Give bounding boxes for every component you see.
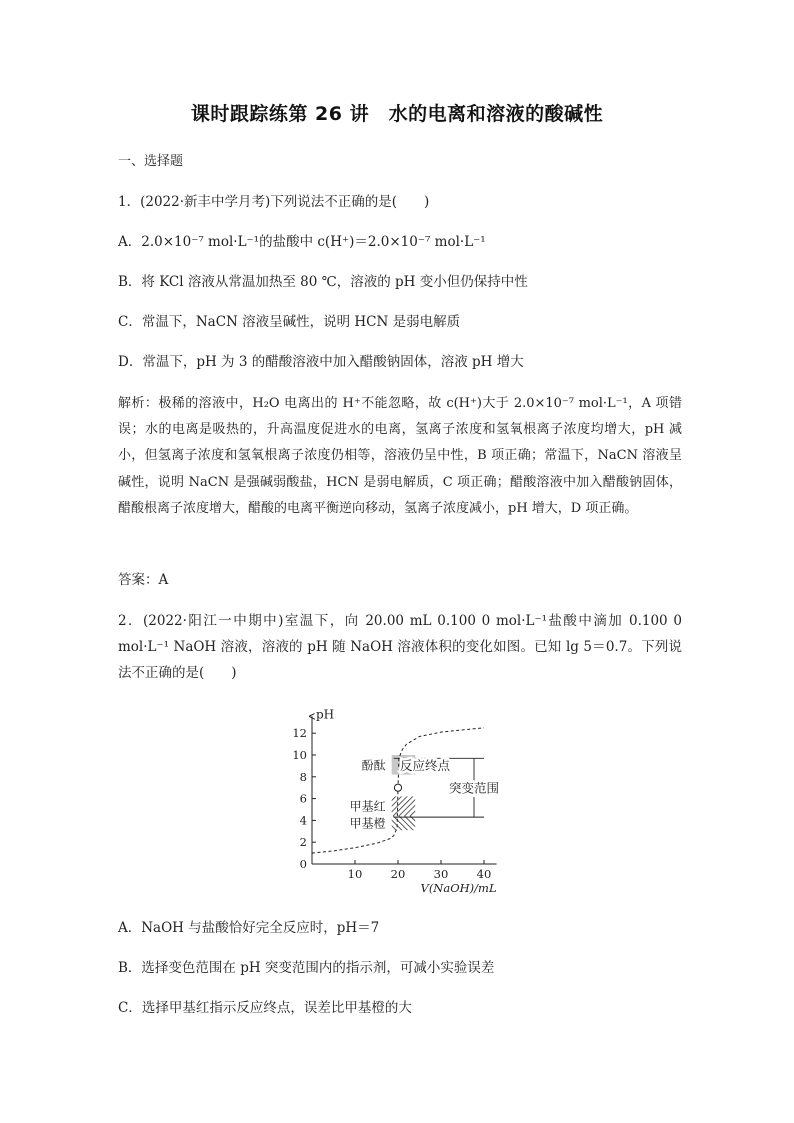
y-tick-label: 2 bbox=[299, 835, 307, 850]
endpoint-label: 反应终点 bbox=[400, 757, 451, 773]
y-axis-label: pH bbox=[316, 707, 335, 722]
x-tick-label: 20 bbox=[390, 867, 406, 881]
indicator-region bbox=[392, 816, 416, 830]
endpoint-marker bbox=[394, 784, 401, 791]
q1-option-d: D．常温下，pH 为 3 的醋酸溶液中加入醋酸钠固体，溶液 pH 增大 bbox=[118, 354, 524, 370]
titration-chart bbox=[288, 700, 518, 895]
section-heading: 一、选择题 bbox=[118, 154, 184, 169]
q1-option-b: B．将 KCl 溶液从常温加热至 80 ℃，溶液的 pH 变小但仍保持中性 bbox=[118, 274, 528, 290]
q2-option-a: A．NaOH 与盐酸恰好完全反应时，pH＝7 bbox=[118, 920, 380, 936]
jump-range-label: 突变范围 bbox=[448, 780, 500, 796]
indicator-label: 酚酞 bbox=[361, 758, 386, 773]
y-tick-label: 4 bbox=[299, 813, 307, 828]
q1-answer: 答案：A bbox=[118, 572, 169, 588]
q1-option-a: A．2.0×10⁻⁷ mol·L⁻¹的盐酸中 c(H⁺)＝2.0×10⁻⁷ mol·L⁻¹ bbox=[118, 234, 486, 250]
x-tick-label: 10 bbox=[347, 867, 363, 881]
q1-option-c: C．常温下，NaCN 溶液呈碱性，说明 HCN 是弱电解质 bbox=[118, 314, 461, 330]
q1-analysis: 解析：极稀的溶液中，H₂O 电离出的 H⁺不能忽略，故 c(H⁺)大于 2.0×10⁻⁷ mol·L⁻¹，A 项错误；水的电离是吸热的，升高温度促进水的电离，氢离子浓度和氢氧根离子浓度均增大，pH 减小，但氢离子浓度和氢氧根离子浓度仍相等，溶液仍呈中性，B 项正确；常温下，NaCN 溶液呈碱性，说明 NaCN 是强碱弱酸盐，HCN 是弱电解质，C 项正确；醋酸溶液中加入醋酸钠固体，醋酸根离子浓度增大，醋酸的电离平衡逆向移动，氢离子浓度减小，pH 增大，D 项正确。 bbox=[118, 396, 682, 516]
y-tick-label: 10 bbox=[292, 748, 307, 762]
page-title: 课时跟踪练第 26 讲 水的电离和溶液的酸碱性 bbox=[190, 103, 604, 125]
q2-stem: 2．(2022·阳江一中期中)室温下，向 20.00 mL 0.100 0 mol·L⁻¹盐酸中滴加 0.100 0 mol·L⁻¹ NaOH 溶液，溶液的 pH 随 NaOH 溶液体积的变化如图。已知 lg 5＝0.7。下列说法不正确的是( ) bbox=[118, 613, 682, 682]
q2-option-c: C．选择甲基红指示反应终点，误差比甲基橙的大 bbox=[118, 1000, 412, 1016]
x-tick-label: 30 bbox=[433, 867, 449, 881]
indicator-label: 甲基红 bbox=[349, 799, 386, 814]
q2-option-b: B．选择变色范围在 pH 突变范围内的指示剂，可减小实验误差 bbox=[118, 960, 495, 976]
x-axis-label: V(NaOH)/mL bbox=[420, 881, 497, 895]
x-tick-label: 40 bbox=[476, 867, 492, 881]
y-tick-label: 6 bbox=[299, 791, 307, 806]
y-tick-label: 0 bbox=[299, 857, 307, 871]
indicator-label: 甲基橙 bbox=[349, 816, 386, 831]
q1-stem: 1．(2022·新丰中学月考)下列说法不正确的是( ) bbox=[118, 194, 430, 210]
y-tick-label: 8 bbox=[299, 769, 307, 784]
y-tick-label: 12 bbox=[292, 726, 307, 741]
indicator-region bbox=[392, 796, 416, 816]
